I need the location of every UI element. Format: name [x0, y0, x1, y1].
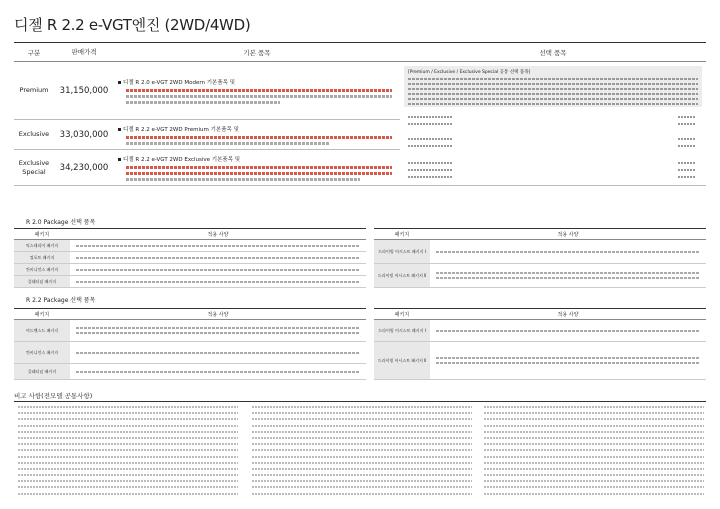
table-row	[14, 342, 706, 364]
price-cell: 34,230,000	[54, 150, 114, 186]
feature-text-redacted	[126, 142, 330, 145]
package-spec-redacted	[76, 332, 360, 334]
package-spec-redacted	[76, 257, 360, 259]
package-spec-redacted	[436, 251, 700, 253]
notes-column-3	[484, 406, 704, 499]
common-options-box	[404, 66, 702, 107]
feature-text-redacted	[126, 95, 392, 98]
option-line	[400, 135, 706, 142]
feature-title: 디젤 R 2.2 e-VGT 2WD Exclusive 기본품목 및	[123, 156, 241, 163]
package-name: 플래티넘 패키지	[14, 364, 70, 380]
basic-features-cell	[114, 150, 400, 186]
package-spec-redacted	[76, 327, 360, 329]
grade-cell: Premium	[14, 62, 54, 120]
basic-features-cell	[114, 62, 400, 120]
package-name: 드라이빙 어시스트 패키지 Ⅱ	[374, 264, 430, 288]
header-price: 판매가격	[54, 43, 114, 62]
pkg20-col-items: 적용 사양	[70, 229, 366, 240]
package-spec-redacted	[76, 352, 360, 354]
header-options: 선택 품목	[400, 43, 706, 62]
page-title: 디젤 R 2.2 e-VGT엔진 (2WD/4WD)	[14, 16, 251, 34]
option-line	[400, 142, 706, 149]
table-row	[14, 62, 706, 120]
table-header	[14, 43, 706, 62]
package-name: 어드밴스드 패키지	[14, 320, 70, 342]
package-name: 드라이빙 어시스트 패키지 Ⅱ	[374, 342, 430, 380]
package-spec-redacted	[76, 269, 360, 271]
options-cell	[400, 62, 706, 186]
feature-title: 디젤 R 2.2 e-VGT 2WD Premium 기본품목 및	[123, 126, 239, 133]
pkg22-table	[14, 308, 706, 380]
package-name: 익스테리어 패키지	[14, 240, 70, 252]
pkg20-title: R 2.0 Package 선택 품목	[26, 219, 96, 226]
basic-features-cell	[114, 120, 400, 150]
option-line	[400, 113, 706, 120]
feature-title: 디젤 R 2.0 e-VGT 2WD Modern 기본품목 및	[123, 79, 236, 86]
package-name: 컨비니언스 패키지	[14, 264, 70, 276]
package-spec-redacted	[76, 281, 360, 283]
header-grade: 구분	[14, 43, 54, 62]
pkg20-col-items-right: 적용 사양	[430, 229, 706, 240]
package-name: 드라이빙 어시스트 패키지 Ⅰ	[374, 320, 430, 342]
grade-cell: Exclusive	[14, 120, 54, 150]
package-spec-redacted	[436, 357, 700, 359]
package-spec-redacted	[436, 277, 700, 279]
grade-cell: Exclusive Special	[14, 150, 54, 186]
feature-text-redacted	[126, 172, 392, 175]
package-spec-redacted	[76, 245, 360, 247]
package-spec-redacted	[436, 362, 700, 364]
table-row	[14, 240, 706, 252]
feature-text-redacted	[126, 136, 392, 139]
pkg22-col-pkg: 패키지	[14, 309, 70, 320]
package-name: 플래티넘 패키지	[14, 276, 70, 288]
option-line	[400, 173, 706, 180]
package-name: 컴포트 패키지	[14, 252, 70, 264]
package-name: 컨비니언스 패키지	[14, 342, 70, 364]
option-line	[400, 159, 706, 166]
pkg22-col-pkg-right: 패키지	[374, 309, 430, 320]
price-cell: 31,150,000	[54, 62, 114, 120]
feature-text-redacted	[126, 166, 392, 169]
notes-column-1	[18, 406, 238, 499]
pkg22-col-items-right: 적용 사양	[430, 309, 706, 320]
pkg20-col-pkg: 패키지	[14, 229, 70, 240]
pkg22-title: R 2.2 Package 선택 품목	[26, 297, 96, 304]
table-row	[14, 264, 706, 276]
notes-divider	[14, 401, 706, 402]
header-basic: 기본 품목	[114, 43, 400, 62]
notes-column-2	[252, 406, 472, 499]
package-spec-redacted	[436, 272, 700, 274]
feature-text-redacted	[126, 101, 280, 104]
option-line	[400, 166, 706, 173]
notes-title: 비고 사항(전모델 공통사항)	[14, 392, 93, 400]
package-spec-redacted	[76, 371, 360, 373]
option-line	[400, 120, 706, 127]
price-cell: 33,030,000	[54, 120, 114, 150]
common-options-title: [Premium / Exclusive / Exclusive Special 공통 선택 품목]	[408, 70, 531, 75]
pkg22-col-items: 적용 사양	[70, 309, 366, 320]
pkg20-col-pkg-right: 패키지	[374, 229, 430, 240]
price-table	[14, 42, 706, 186]
package-spec-redacted	[436, 330, 700, 332]
table-row	[14, 320, 706, 342]
package-name: 드라이빙 어시스트 패키지 Ⅰ	[374, 240, 430, 264]
feature-text-redacted	[126, 89, 392, 92]
feature-text-redacted	[126, 178, 360, 181]
pkg20-table	[14, 228, 706, 288]
